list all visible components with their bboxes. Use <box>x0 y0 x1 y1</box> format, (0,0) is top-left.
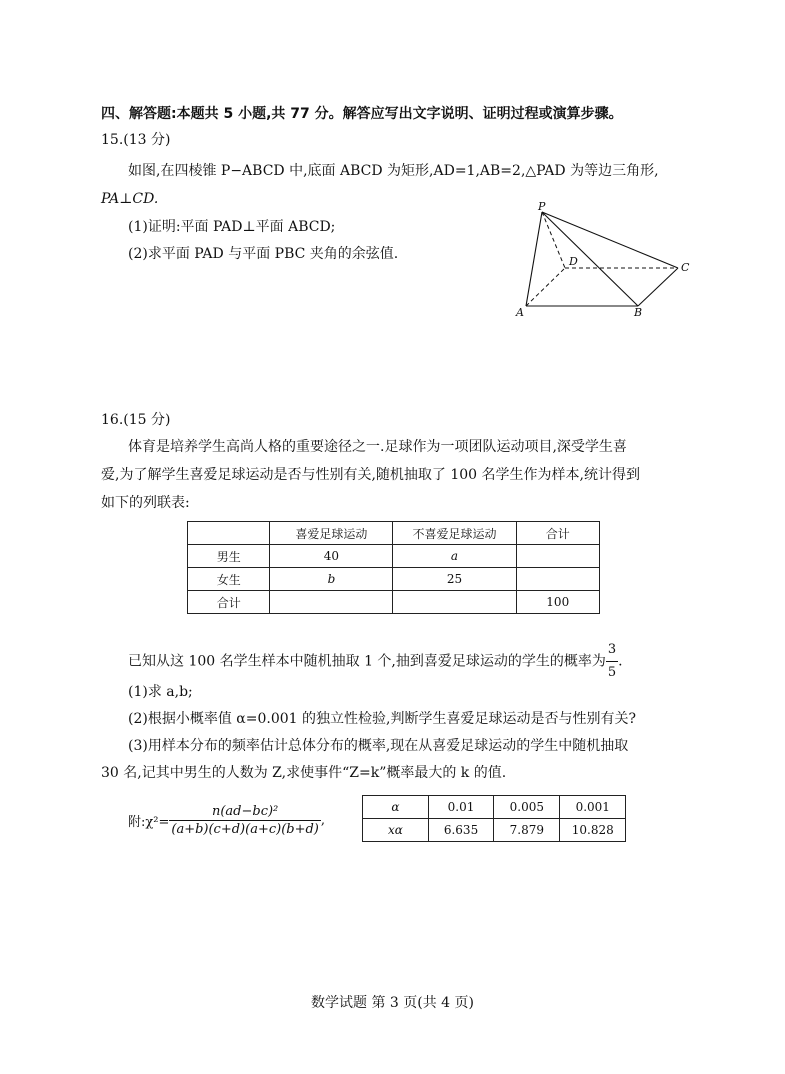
q15-number: 15.(13 分) <box>101 132 171 148</box>
table-row <box>188 545 600 568</box>
q16-intro-line1: 体育是培养学生高尚人格的重要途径之一.足球作为一项团队运动项目,深受学生喜 <box>128 439 627 455</box>
table-cell: xα <box>363 819 429 842</box>
table-cell: 喜爱足球运动 <box>270 522 393 545</box>
chi-square-formula <box>128 804 325 837</box>
q15-subquestion-2: (2)求平面 PAD 与平面 PBC 夹角的余弦值. <box>128 246 399 262</box>
formula-separator: , <box>320 813 326 828</box>
table-cell: 7.879 <box>494 819 560 842</box>
probability-fraction <box>606 640 618 683</box>
table-cell: a <box>393 545 516 568</box>
contingency-table <box>187 521 600 614</box>
table-cell <box>516 545 599 568</box>
table-cell: b <box>270 568 393 591</box>
q16-number: 16.(15 分) <box>101 412 171 428</box>
table-cell: 合计 <box>188 591 270 614</box>
q15-statement-line1: 如图,在四棱锥 P−ABCD 中,底面 ABCD 为矩形,AD=1,AB=2,△PAD 为等边三角形, <box>128 163 659 179</box>
edge-PA <box>526 212 542 306</box>
table-cell: 6.635 <box>428 819 493 842</box>
section-header: 四、解答题:本题共 5 小题,共 77 分。解答应写出文字说明、证明过程或演算步骤。 <box>101 106 623 122</box>
q16-subquestion-3-line1: (3)用样本分布的频率估计总体分布的概率,现在从喜爱足球运动的学生中随机抽取 <box>128 738 629 754</box>
table-cell: 10.828 <box>560 819 626 842</box>
edge-PB <box>542 212 638 306</box>
table-cell: 男生 <box>188 545 270 568</box>
critical-value-table <box>362 795 626 842</box>
known-end: . <box>618 653 623 670</box>
table-cell: 不喜爱足球运动 <box>393 522 516 545</box>
table-cell <box>516 568 599 591</box>
table-cell: 女生 <box>188 568 270 591</box>
q15-subquestion-1: (1)证明:平面 PAD⊥平面 ABCD; <box>128 219 336 235</box>
q16-subquestion-3-line2: 30 名,记其中男生的人数为 Z,求使事件“Z=k”概率最大的 k 的值. <box>101 765 507 781</box>
table-cell: 100 <box>516 591 599 614</box>
table-cell: 合计 <box>516 522 599 545</box>
label-P: P <box>538 200 546 213</box>
q16-subquestion-2: (2)根据小概率值 α=0.001 的独立性检验,判断学生喜爱足球运动是否与性别有关? <box>128 711 636 727</box>
formula-fraction <box>169 804 321 837</box>
formula-prefix: 附:χ²= <box>128 815 170 830</box>
table-row <box>188 591 600 614</box>
table-cell <box>270 591 393 614</box>
pyramid-solid-edges <box>526 212 678 306</box>
q16-subquestion-1: (1)求 a,b; <box>128 684 193 700</box>
formula-denominator: (a+b)(c+d)(a+c)(b+d) <box>171 822 319 837</box>
fraction-numerator: 3 <box>607 642 617 657</box>
q16-intro-line3: 如下的列联表: <box>101 495 190 511</box>
label-B: B <box>634 306 643 319</box>
table-cell <box>188 522 270 545</box>
label-C: C <box>681 261 690 274</box>
edge-BC <box>638 268 678 306</box>
q16-intro-line2: 爱,为了解学生喜爱足球运动是否与性别有关,随机抽取了 100 名学生作为样本,统计得到 <box>101 467 640 483</box>
table-row <box>188 568 600 591</box>
fraction-denominator: 5 <box>606 661 618 683</box>
table-cell <box>393 591 516 614</box>
page-footer: 数学试题 第 3 页(共 4 页) <box>311 995 474 1011</box>
table-row <box>188 522 600 545</box>
label-D: D <box>569 255 578 268</box>
label-A: A <box>516 306 524 319</box>
formula-numerator: n(ad−bc)² <box>211 804 279 819</box>
table-cell: 0.005 <box>494 796 560 819</box>
edge-PC <box>542 212 678 268</box>
table-cell: 40 <box>270 545 393 568</box>
known-text: 已知从这 100 名学生样本中随机抽取 1 个,抽到喜爱足球运动的学生的概率为 <box>128 653 606 670</box>
table-cell: 0.001 <box>560 796 626 819</box>
pyramid-figure <box>505 198 705 323</box>
q16-known-condition <box>128 640 623 683</box>
q15-statement-line2: PA⊥CD. <box>101 191 159 207</box>
table-row <box>363 819 626 842</box>
table-cell: 25 <box>393 568 516 591</box>
table-cell: 0.01 <box>428 796 493 819</box>
table-row <box>363 796 626 819</box>
table-cell: α <box>363 796 429 819</box>
